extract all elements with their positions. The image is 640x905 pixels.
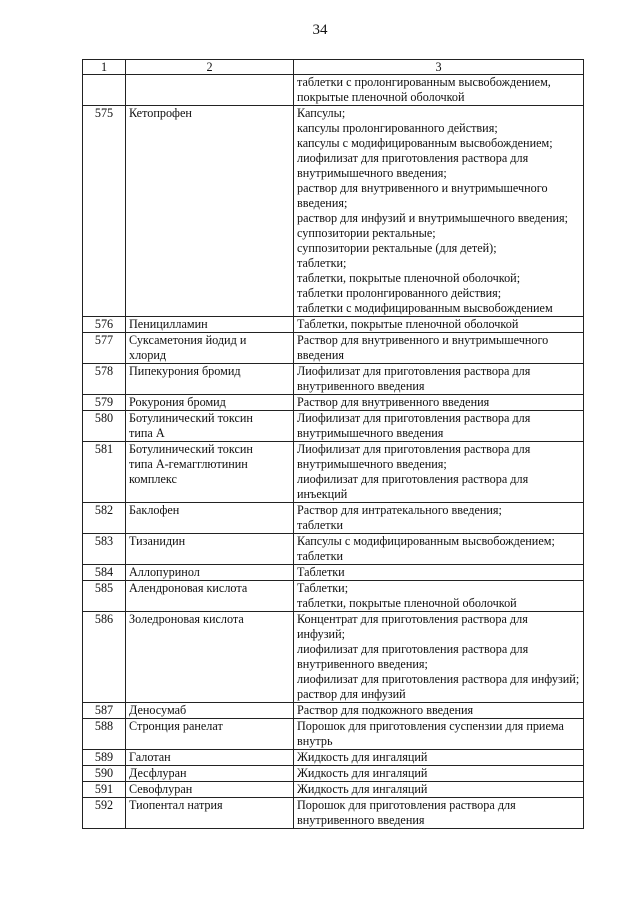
table-row	[83, 442, 584, 503]
dosage-form-line: раствор для инфузий	[297, 687, 406, 701]
table-row	[83, 333, 584, 364]
page-number: 34	[312, 22, 328, 38]
dosage-forms-cell	[294, 750, 584, 766]
table-row	[83, 766, 584, 782]
drug-name-line: Баклофен	[129, 503, 180, 517]
row-number: 585	[83, 581, 126, 612]
table-row	[83, 750, 584, 766]
drug-name-cell	[126, 317, 294, 333]
drug-name-cell	[126, 782, 294, 798]
table-row	[83, 612, 584, 703]
dosage-forms-cell	[294, 364, 584, 395]
dosage-form-line: раствор для инфузий и внутримышечного введения;	[297, 211, 569, 225]
drug-name-line: Севофлуран	[129, 782, 193, 796]
dosage-form-line: Жидкость для ингаляций	[297, 782, 428, 796]
dosage-forms-cell	[294, 534, 584, 565]
drug-name-cell	[126, 503, 294, 534]
drug-name-line: Ботулинический токсин	[129, 411, 253, 425]
dosage-form-line: внутривенного введения	[297, 813, 425, 827]
table-row	[83, 534, 584, 565]
dosage-form-line: внутривенного введения	[297, 379, 425, 393]
dosage-form-line: внутривенного введения;	[297, 657, 428, 671]
row-number: 582	[83, 503, 126, 534]
row-number: 576	[83, 317, 126, 333]
dosage-forms-cell	[294, 503, 584, 534]
dosage-form-line: инъекций	[297, 487, 348, 501]
dosage-form-line: Жидкость для ингаляций	[297, 750, 428, 764]
drug-name-line: Стронция ранелат	[129, 719, 223, 733]
drug-name-line: Суксаметония йодид и	[129, 333, 247, 347]
drug-name-cell	[126, 395, 294, 411]
table-row	[83, 75, 584, 106]
dosage-form-line: Лиофилизат для приготовления раствора для	[297, 411, 531, 425]
dosage-forms-cell	[294, 581, 584, 612]
drug-name-line: Деносумаб	[129, 703, 187, 717]
dosage-forms-cell	[294, 782, 584, 798]
dosage-form-line: таблетки с модифицированным высвобождением	[297, 301, 553, 315]
dosage-form-line: Раствор для внутривенного и внутримышечного	[297, 333, 549, 347]
table-row	[83, 364, 584, 395]
table-row	[83, 317, 584, 333]
row-number	[83, 75, 126, 106]
row-number: 580	[83, 411, 126, 442]
dosage-form-line: Концентрат для приготовления раствора для	[297, 612, 528, 626]
medication-table	[82, 59, 584, 829]
dosage-form-line: таблетки с пролонгированным высвобождением,	[297, 75, 551, 89]
table-row	[83, 411, 584, 442]
dosage-form-line: таблетки, покрытые пленочной оболочкой;	[297, 271, 521, 285]
dosage-form-line: Таблетки;	[297, 581, 349, 595]
dosage-form-line: Раствор для интратекального введения;	[297, 503, 502, 517]
drug-name-cell	[126, 703, 294, 719]
drug-name-cell	[126, 75, 294, 106]
dosage-forms-cell	[294, 411, 584, 442]
drug-name-line: комплекс	[129, 472, 177, 486]
dosage-form-line: покрытые пленочной оболочкой	[297, 90, 465, 104]
dosage-forms-cell	[294, 703, 584, 719]
dosage-form-line: таблетки	[297, 549, 344, 563]
row-number: 581	[83, 442, 126, 503]
dosage-form-line: таблетки, покрытые пленочной оболочкой	[297, 596, 517, 610]
dosage-form-line: внутримышечного введения	[297, 426, 444, 440]
drug-name-line: Аллопуринол	[129, 565, 200, 579]
drug-name-line: Пипекурония бромид	[129, 364, 241, 378]
dosage-form-line: Капсулы;	[297, 106, 346, 120]
drug-name-line: типа А	[129, 426, 165, 440]
dosage-form-line: введения;	[297, 196, 348, 210]
dosage-form-line: инфузий;	[297, 627, 345, 641]
row-number: 584	[83, 565, 126, 581]
dosage-forms-cell	[294, 75, 584, 106]
table-row	[83, 565, 584, 581]
dosage-form-line: Лиофилизат для приготовления раствора для	[297, 442, 531, 456]
table-body	[83, 75, 584, 829]
drug-name-cell	[126, 534, 294, 565]
dosage-forms-cell	[294, 719, 584, 750]
row-number: 586	[83, 612, 126, 703]
drug-name-line: Алендроновая кислота	[129, 581, 248, 595]
row-number: 589	[83, 750, 126, 766]
dosage-form-line: Капсулы с модифицированным высвобождением;	[297, 534, 555, 548]
drug-name-cell	[126, 798, 294, 829]
row-number: 591	[83, 782, 126, 798]
dosage-form-line: Порошок для приготовления суспензии для приема	[297, 719, 564, 733]
dosage-form-line: капсулы с модифицированным высвобождением;	[297, 136, 553, 150]
dosage-forms-cell	[294, 317, 584, 333]
drug-name-cell	[126, 766, 294, 782]
dosage-form-line: лиофилизат для приготовления раствора для инфузий;	[297, 672, 580, 686]
dosage-form-line: лиофилизат для приготовления раствора для	[297, 642, 529, 656]
table-row	[83, 581, 584, 612]
dosage-forms-cell	[294, 442, 584, 503]
dosage-form-line: капсулы пролонгированного действия;	[297, 121, 498, 135]
drug-name-cell	[126, 612, 294, 703]
row-number: 575	[83, 106, 126, 317]
row-number: 592	[83, 798, 126, 829]
dosage-form-line: Раствор для внутривенного введения	[297, 395, 490, 409]
table-row	[83, 782, 584, 798]
drug-name-cell	[126, 581, 294, 612]
row-number: 583	[83, 534, 126, 565]
row-number: 579	[83, 395, 126, 411]
table-header	[83, 60, 584, 75]
table-row	[83, 719, 584, 750]
row-number: 587	[83, 703, 126, 719]
dosage-form-line: внутрь	[297, 734, 333, 748]
table-row	[83, 106, 584, 317]
row-number: 590	[83, 766, 126, 782]
table-row	[83, 503, 584, 534]
dosage-form-line: Порошок для приготовления раствора для	[297, 798, 516, 812]
drug-name-line: Галотан	[129, 750, 171, 764]
dosage-form-line: суппозитории ректальные (для детей);	[297, 241, 497, 255]
dosage-form-line: таблетки пролонгированного действия;	[297, 286, 502, 300]
header-col-1: 1	[83, 60, 126, 75]
dosage-form-line: Жидкость для ингаляций	[297, 766, 428, 780]
dosage-form-line: лиофилизат для приготовления раствора для	[297, 151, 529, 165]
dosage-form-line: суппозитории ректальные;	[297, 226, 436, 240]
drug-name-line: Пеницилламин	[129, 317, 208, 331]
drug-name-line: Кетопрофен	[129, 106, 192, 120]
dosage-form-line: лиофилизат для приготовления раствора для	[297, 472, 529, 486]
dosage-form-line: Лиофилизат для приготовления раствора для	[297, 364, 531, 378]
dosage-form-line: таблетки;	[297, 256, 347, 270]
drug-name-line: Тизанидин	[129, 534, 186, 548]
drug-name-cell	[126, 750, 294, 766]
drug-name-line: Тиопентал натрия	[129, 798, 223, 812]
drug-name-cell	[126, 411, 294, 442]
dosage-form-line: раствор для внутривенного и внутримышечного	[297, 181, 548, 195]
dosage-forms-cell	[294, 612, 584, 703]
dosage-forms-cell	[294, 798, 584, 829]
drug-name-line: Ботулинический токсин	[129, 442, 253, 456]
table-row	[83, 798, 584, 829]
dosage-form-line: Раствор для подкожного введения	[297, 703, 474, 717]
row-number: 578	[83, 364, 126, 395]
drug-name-cell	[126, 565, 294, 581]
drug-name-line: хлорид	[129, 348, 167, 362]
dosage-form-line: введения	[297, 348, 344, 362]
row-number: 577	[83, 333, 126, 364]
header-col-3: 3	[294, 60, 584, 75]
header-col-2: 2	[126, 60, 294, 75]
drug-name-line: Десфлуран	[129, 766, 187, 780]
drug-name-cell	[126, 364, 294, 395]
dosage-forms-cell	[294, 395, 584, 411]
table-row	[83, 703, 584, 719]
drug-name-line: Золедроновая кислота	[129, 612, 244, 626]
table-row	[83, 395, 584, 411]
dosage-form-line: внутримышечного введения;	[297, 457, 447, 471]
dosage-form-line: внутримышечного введения;	[297, 166, 447, 180]
drug-name-cell	[126, 333, 294, 364]
drug-name-cell	[126, 442, 294, 503]
row-number: 588	[83, 719, 126, 750]
drug-name-cell	[126, 106, 294, 317]
dosage-form-line: Таблетки, покрытые пленочной оболочкой	[297, 317, 519, 331]
drug-name-line: типа А-гемагглютинин	[129, 457, 248, 471]
dosage-form-line: Таблетки	[297, 565, 345, 579]
dosage-forms-cell	[294, 766, 584, 782]
dosage-forms-cell	[294, 565, 584, 581]
drug-name-cell	[126, 719, 294, 750]
dosage-form-line: таблетки	[297, 518, 344, 532]
dosage-forms-cell	[294, 106, 584, 317]
dosage-forms-cell	[294, 333, 584, 364]
drug-name-line: Рокурония бромид	[129, 395, 226, 409]
